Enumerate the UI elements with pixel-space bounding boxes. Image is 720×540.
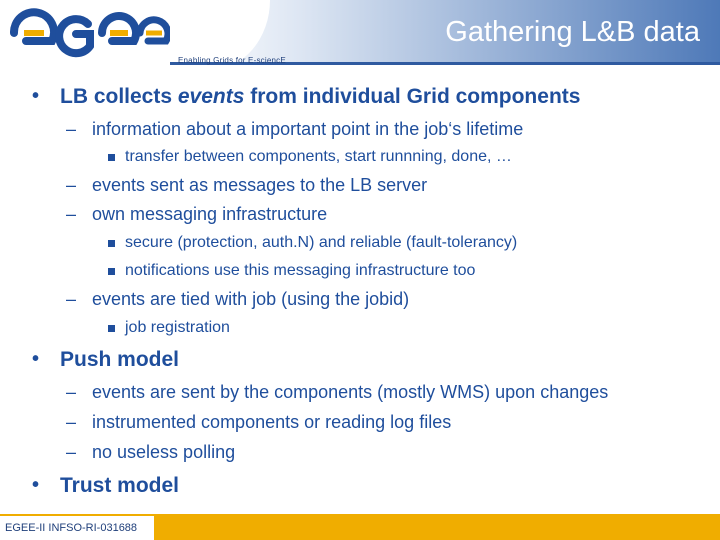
square-marker (108, 154, 115, 161)
square-marker (108, 325, 115, 332)
sub-bullet (66, 119, 524, 140)
sub-bullet-text: events are tied with job (using the jobid) (92, 289, 410, 309)
dash-marker: – (66, 442, 77, 462)
bullet-marker: • (32, 85, 40, 107)
sub-bullet (66, 175, 428, 196)
bullet-text-suffix: from individual Grid components (244, 85, 581, 108)
sub-bullet-text: information about a important point in the job‘s lifetime (92, 119, 524, 139)
bullet-text-prefix: LB collects (60, 85, 178, 108)
bullet-text: Push model (60, 348, 180, 371)
sub-sub-bullet (125, 262, 475, 280)
bullet-push-model (32, 348, 180, 372)
bullet-lb-collects (32, 85, 581, 109)
slide-title: Gathering L&B data (445, 16, 700, 48)
dash-marker: – (66, 412, 77, 432)
sub-bullet (66, 442, 236, 463)
bullet-text-emph: events (177, 85, 245, 108)
sub-sub-bullet-text: notifications use this messaging infrastructure too (125, 262, 476, 279)
square-marker (108, 240, 115, 247)
tagline: Enabling Grids for E-sciencE (178, 56, 286, 65)
sub-sub-bullet-text: transfer between components, start runnning, done, … (125, 148, 512, 165)
dash-marker: – (66, 289, 77, 309)
sub-bullet-text: own messaging infrastructure (92, 204, 328, 224)
bullet-text: Trust model (60, 474, 180, 497)
sub-bullet (66, 204, 328, 225)
square-marker (108, 268, 115, 275)
sub-bullet (66, 382, 609, 403)
bullet-marker: • (32, 348, 40, 370)
footer-label-box (0, 514, 154, 540)
sub-sub-bullet (125, 319, 230, 337)
dash-marker: – (66, 382, 77, 402)
sub-bullet (66, 412, 452, 433)
sub-bullet-text: instrumented components or reading log files (92, 412, 452, 432)
sub-bullet (66, 289, 410, 310)
dash-marker: – (66, 204, 77, 224)
sub-sub-bullet (125, 148, 512, 166)
bullet-trust-model (32, 474, 180, 498)
sub-bullet-text: no useless polling (92, 442, 236, 462)
sub-bullet-text: events are sent by the components (mostly WMS) upon changes (92, 382, 609, 402)
sub-sub-bullet-text: secure (protection, auth.N) and reliable (fault-tolerancy) (125, 234, 518, 251)
sub-sub-bullet-text: job registration (125, 319, 230, 336)
sub-sub-bullet (125, 234, 517, 252)
footer-text: EGEE-II INFSO-RI-031688 (5, 522, 138, 534)
bullet-marker: • (32, 474, 40, 496)
dash-marker: – (66, 119, 77, 139)
dash-marker: – (66, 175, 77, 195)
slide-footer (0, 514, 720, 540)
sub-bullet-text: events sent as messages to the LB server (92, 175, 428, 195)
